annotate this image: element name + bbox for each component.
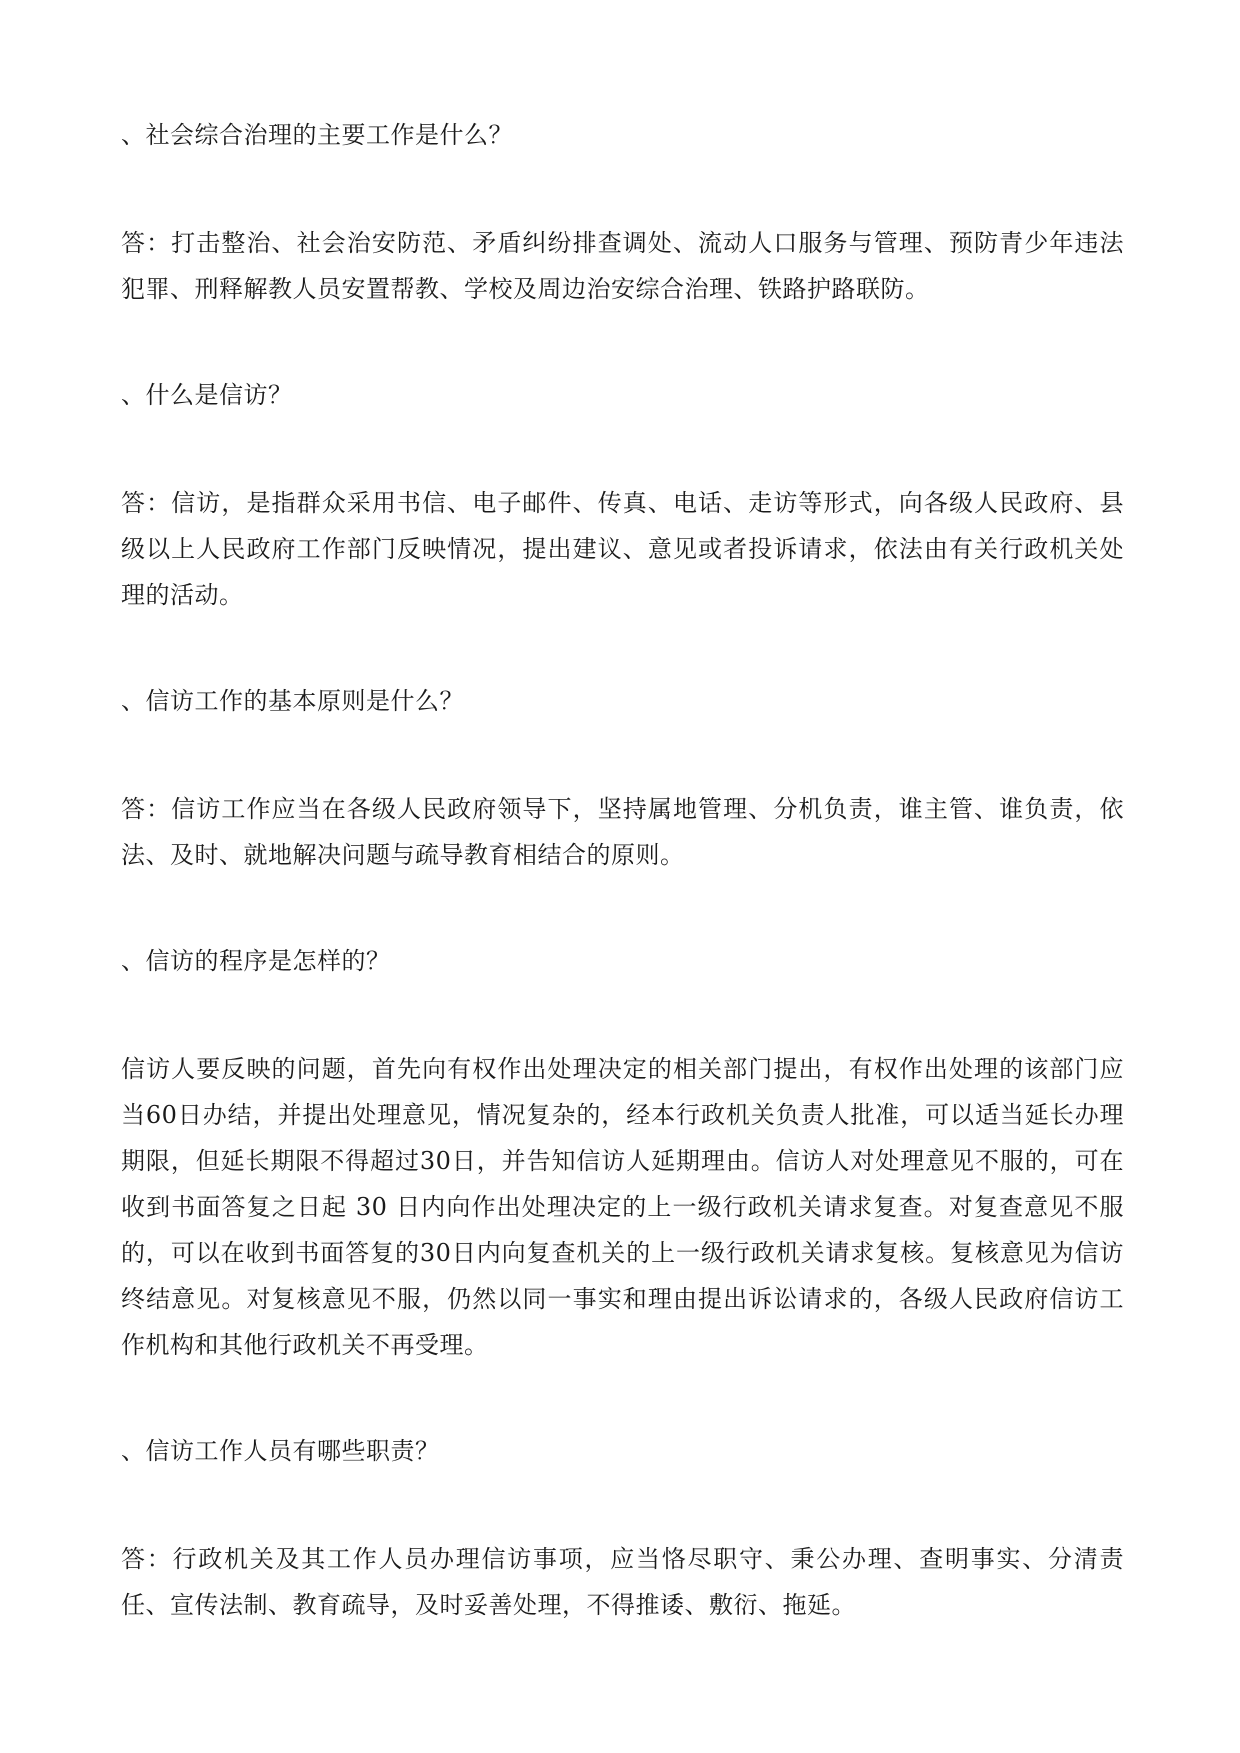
document-body — [121, 112, 1124, 1628]
answer-1: 答：打击整治、社会治安防范、矛盾纠纷排查调处、流动人口服务与管理、预防青少年违法犯罪、刑释解教人员安置帮教、学校及周边治安综合治理、铁路护路联防。 — [121, 229, 1124, 303]
answer-3: 答：信访工作应当在各级人民政府领导下，坚持属地管理、分机负责，谁主管、谁负责，依法、及时、就地解决问题与疏导教育相结合的原则。 — [121, 795, 1124, 869]
question-2: 、什么是信访？ — [121, 381, 293, 409]
answer-2: 答：信访，是指群众采用书信、电子邮件、传真、电话、走访等形式，向各级人民政府、县级以上人民政府工作部门反映情况，提出建议、意见或者投诉请求，依法由有关行政机关处理的活动。 — [121, 489, 1124, 609]
question-3: 、信访工作的基本原则是什么？ — [121, 687, 464, 715]
question-1: 、社会综合治理的主要工作是什么？ — [121, 121, 513, 149]
answer-5: 答：行政机关及其工作人员办理信访事项，应当恪尽职守、秉公办理、查明事实、分清责任、宣传法制、教育疏导，及时妥善处理，不得推诿、敷衍、拖延。 — [121, 1545, 1124, 1619]
answer-4: 信访人要反映的问题，首先向有权作出处理决定的相关部门提出，有权作出处理的该部门应当60日办结，并提出处理意见，情况复杂的，经本行政机关负责人批准，可以适当延长办理期限，但延长期限不得超过30日，并告知信访人延期理由。信访人对处理意见不服的，可在收到书面答复之日起 30 日内向作出处理决定的上一级行政机关请求复查。对复查意见不服的，可以在收到书面答复的30日内向复查机关的上一级行政机关请求复核。复核意见为信访终结意见。对复核意见不服，仍然以同一事实和理由提出诉讼请求的，各级人民政府信访工作机构和其他行政机关不再受理。 — [121, 1055, 1124, 1359]
question-5: 、信访工作人员有哪些职责？ — [121, 1437, 440, 1465]
question-4: 、信访的程序是怎样的？ — [121, 947, 391, 975]
